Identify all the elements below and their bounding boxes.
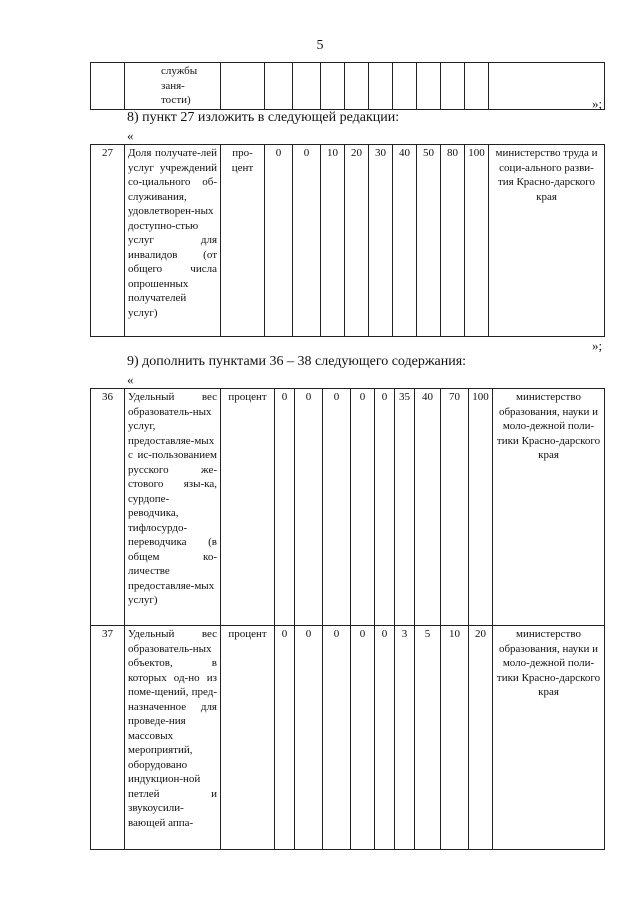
value-1: 0 xyxy=(275,626,295,850)
row-number: 36 xyxy=(91,389,125,626)
row-number: 27 xyxy=(91,145,125,337)
responsible-body: министерство образования, науки и моло-дежной поли-тики Красно-дарского края xyxy=(493,626,605,850)
value-7: 40 xyxy=(415,389,441,626)
value-7: 50 xyxy=(417,145,441,337)
table-row-37 xyxy=(91,626,605,850)
unit: процент xyxy=(221,389,275,626)
value-1: 0 xyxy=(265,145,293,337)
cell-no xyxy=(91,63,125,110)
table-row-36 xyxy=(91,389,605,626)
value-7: 5 xyxy=(415,626,441,850)
top-fragment-table xyxy=(90,62,605,110)
value-8: 70 xyxy=(441,389,469,626)
indicator-table-27 xyxy=(90,144,605,337)
value-5: 30 xyxy=(369,145,393,337)
value-4: 0 xyxy=(351,626,375,850)
value-4: 0 xyxy=(351,389,375,626)
indicator-name: службы заня- тости) xyxy=(125,63,221,110)
value-6: 3 xyxy=(395,626,415,850)
unit: про-цент xyxy=(221,145,265,337)
indicator-table-36-38 xyxy=(90,388,605,850)
opening-quote-1: « xyxy=(127,128,134,143)
value-3: 0 xyxy=(323,626,351,850)
value-5: 0 xyxy=(375,389,395,626)
closing-quote-1: »; xyxy=(592,96,603,111)
value-3: 10 xyxy=(321,145,345,337)
value-6: 40 xyxy=(393,145,417,337)
indicator-name: Удельный вес образователь-ных услуг, предоставляе-мых с ис-пользованием русского же-стового язы-ка, сурдопе-реводчика, тифлосурдо-переводчика (в общем ко-личестве предоставляе-мых услуг) xyxy=(125,389,221,626)
indicator-name: Удельный вес образователь-ных объектов, в которых од-но из поме-щений, пред-назначенное для проведе-ния массовых мероприятий, оборудовано индукцион-ной петлей и звукоусили-вающей аппа- xyxy=(125,626,221,850)
page-number: 5 xyxy=(316,38,324,53)
closing-quote-2: »; xyxy=(592,338,603,353)
opening-quote-2: « xyxy=(127,372,134,387)
section-heading-9: 9) дополнить пунктами 36 – 38 следующего содержания: xyxy=(127,354,467,369)
value-5: 0 xyxy=(375,626,395,850)
row-number: 37 xyxy=(91,626,125,850)
value-9: 100 xyxy=(469,389,493,626)
responsible-body: министерство образования, науки и моло-дежной поли-тики Красно-дарского края xyxy=(493,389,605,626)
value-2: 0 xyxy=(295,389,323,626)
value-2: 0 xyxy=(295,626,323,850)
section-heading-8: 8) пункт 27 изложить в следующей редакции: xyxy=(127,110,400,125)
value-1: 0 xyxy=(275,389,295,626)
unit: процент xyxy=(221,626,275,850)
value-8: 80 xyxy=(441,145,465,337)
value-2: 0 xyxy=(293,145,321,337)
value-3: 0 xyxy=(323,389,351,626)
value-9: 100 xyxy=(465,145,489,337)
value-6: 35 xyxy=(395,389,415,626)
value-8: 10 xyxy=(441,626,469,850)
responsible-body: министерство труда и соци-ального разви-тия Красно-дарского края xyxy=(489,145,605,337)
value-4: 20 xyxy=(345,145,369,337)
indicator-name: Доля получате-лей услуг учреждений со-циального об-служивания, удовлетворен-ных доступно-стью услуг для инвалидов (от общего числа опрошенных получателей услуг) xyxy=(125,145,221,337)
value-9: 20 xyxy=(469,626,493,850)
